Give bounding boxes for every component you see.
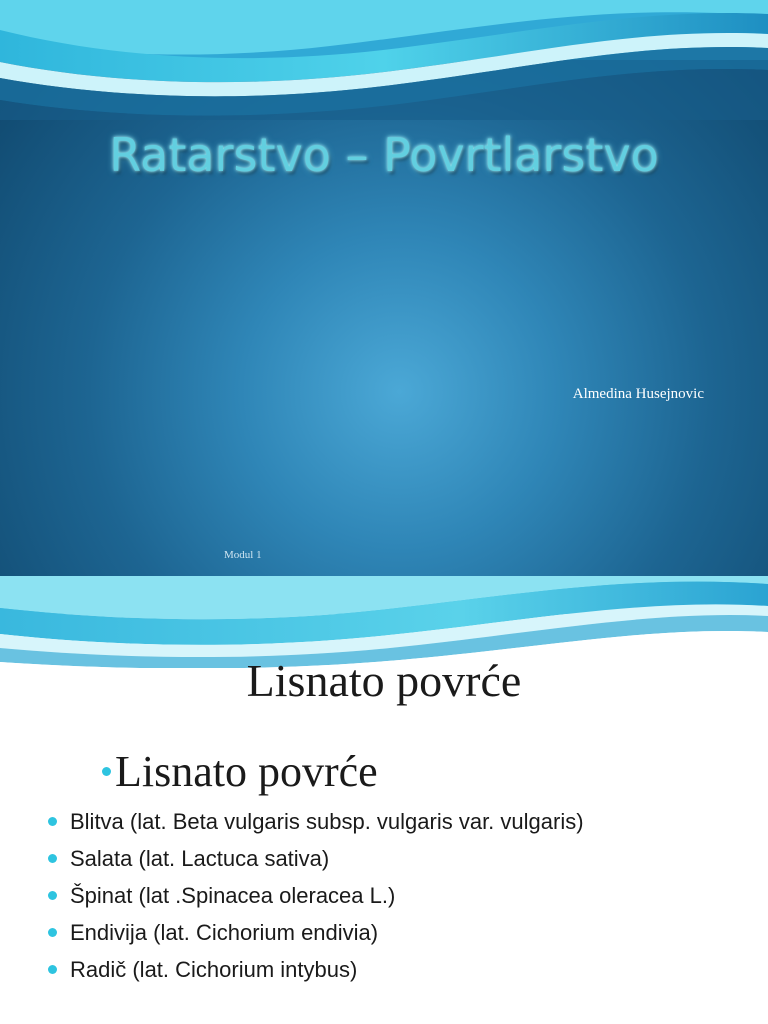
list-item-text: Blitva (lat. Beta vulgaris subsp. vulgaris var. vulgaris): [70, 809, 584, 834]
list-item-text: Salata (lat. Lactuca sativa): [70, 846, 330, 871]
bullet-dot-icon: [48, 854, 57, 863]
author-name: Almedina Husejnovic: [572, 386, 704, 402]
list-item-text: Radič (lat. Cichorium intybus): [70, 957, 358, 982]
list-item: [48, 917, 748, 948]
wave-decoration: [0, 0, 768, 120]
slide-footer: Modul 1: [224, 549, 262, 561]
vegetable-list: [48, 806, 748, 991]
bullet-dot-icon: [48, 965, 57, 974]
presentation-title: Ratarstvo – Povrtlarstvo: [109, 128, 659, 182]
list-item: [48, 880, 748, 911]
bullet-dot-icon: [48, 891, 57, 900]
subheading-text: Lisnato povrće: [115, 747, 378, 796]
bullet-dot-icon: [48, 928, 57, 937]
list-item: [48, 806, 748, 837]
bullet-dot-icon: [102, 767, 111, 776]
slide-heading: Lisnato povrće: [246, 655, 522, 706]
content-slide: [0, 576, 768, 1024]
bullet-dot-icon: [48, 817, 57, 826]
list-item-text: Špinat (lat .Spinacea oleracea L.): [70, 883, 396, 908]
subheading-bullet: [102, 746, 378, 797]
list-item: [48, 843, 748, 874]
list-item: [48, 954, 748, 985]
list-item-text: Endivija (lat. Cichorium endivia): [70, 920, 379, 945]
